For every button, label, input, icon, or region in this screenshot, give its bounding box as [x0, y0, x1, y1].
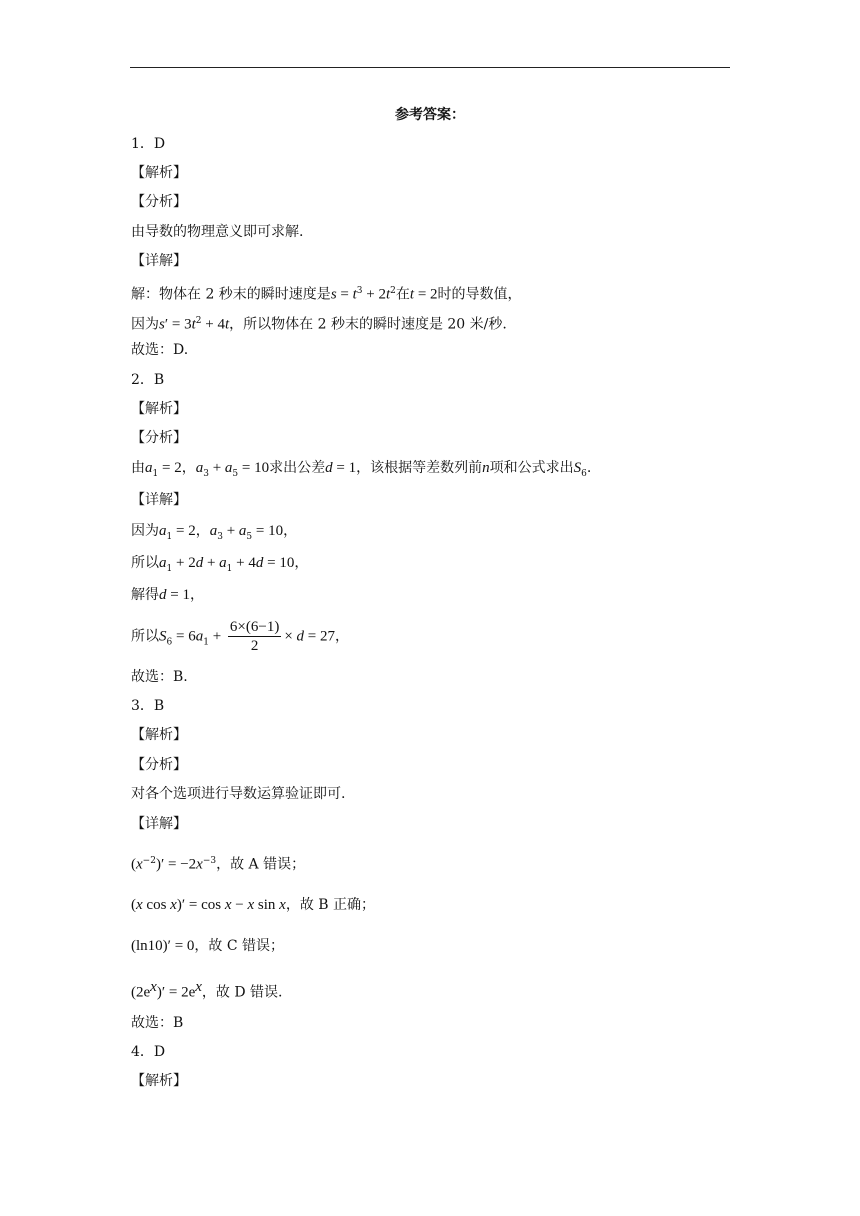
q2-xiangjie-label: 【详解】 — [131, 492, 187, 508]
q2-answer: 2．B — [131, 372, 165, 388]
q3-option-c: (ln10)′ = 0，故 C 错误； — [131, 938, 285, 954]
page-title: 参考答案： — [395, 107, 465, 123]
q2-detail-line-1: 因为$a_1 = 2$，$a_3 + a_5 = 10$， — [131, 523, 298, 542]
q3-option-d: $(2e^x)' = 2e^x$，故 D 错误. — [131, 979, 283, 1001]
q1-jiexi-label: 【解析】 — [131, 165, 187, 181]
q2-analysis: 由$a_1 = 2$，$a_3 + a_5 = 10$求出公差d = 1，该根据等差数列前n项和公式求出$S_6$. — [131, 460, 592, 479]
q3-analysis: 对各个选项进行导数运算验证即可. — [131, 786, 346, 802]
q4-jiexi-label: 【解析】 — [131, 1073, 187, 1089]
q3-choice: 故选：B — [131, 1015, 184, 1031]
q3-jiexi-label: 【解析】 — [131, 727, 187, 743]
q4-answer: 4．D — [131, 1044, 166, 1060]
q3-answer: 3．B — [131, 698, 165, 714]
q2-choice: 故选：B. — [131, 669, 188, 685]
q2-detail-line-3: 解得d = 1， — [131, 587, 204, 603]
q1-analysis: 由导数的物理意义即可求解. — [131, 224, 304, 240]
q1-xiangjie-label: 【详解】 — [131, 253, 187, 269]
q1-fenxi-label: 【分析】 — [131, 194, 187, 210]
q2-fenxi-label: 【分析】 — [131, 430, 187, 446]
q2-jiexi-label: 【解析】 — [131, 401, 187, 417]
q2-detail-line-4: 所以$S_6 = 6a_1$ + $\frac{6\times(6-1)}{2}$ × d = 27， — [131, 619, 350, 654]
q1-detail-line-1: 解：物体在 2 秒末的瞬时速度是$s = t^3 + 2t^2$在t = 2时的导数值， — [131, 286, 522, 303]
q1-answer: 1．D — [131, 136, 166, 152]
q3-option-a: $(x^{-2})' = -2x^{-3}$，故 A 错误； — [131, 856, 306, 873]
q1-choice: 故选：D. — [131, 342, 189, 358]
q2-detail-line-2: 所以$a_1 + 2d + a_1 + 4d = 10$， — [131, 555, 309, 574]
q3-xiangjie-label: 【详解】 — [131, 816, 187, 832]
header-rule — [130, 67, 730, 68]
q3-fenxi-label: 【分析】 — [131, 757, 187, 773]
q3-option-b: (x cos x)′ = cos x − x sin x，故 B 正确； — [131, 897, 376, 913]
q1-detail-line-2: 因为$s' = 3t^2 + 4t$，所以物体在 2 秒末的瞬时速度是 20 米/秒. — [131, 316, 507, 333]
fraction: $\frac{6\times(6-1)}{2}$ — [229, 619, 280, 654]
